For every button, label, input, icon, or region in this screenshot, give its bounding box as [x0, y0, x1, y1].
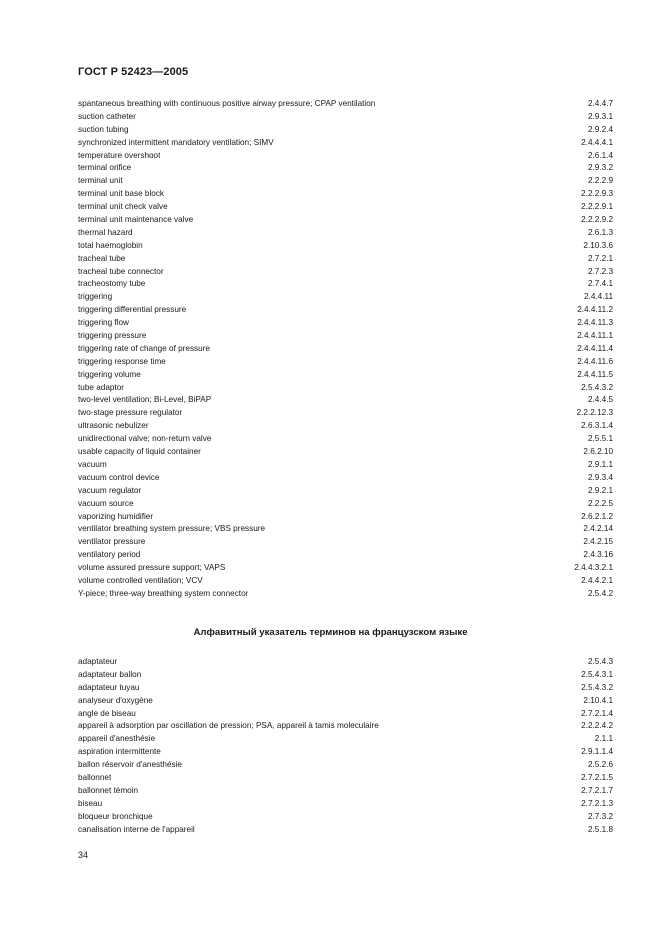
- index-entry: [78, 394, 613, 407]
- index-entry: [78, 420, 613, 433]
- index-entry: [78, 227, 613, 240]
- index-entry: [78, 111, 613, 124]
- index-entry: [78, 304, 613, 317]
- index-reference-number: 2.9.3.1: [587, 111, 613, 121]
- index-entry: [78, 759, 613, 772]
- index-reference-number: 2.10.4.1: [583, 695, 613, 705]
- index-entry: [78, 369, 613, 382]
- index-term: triggering rate of change of pressure: [78, 343, 210, 353]
- index-entry: [78, 549, 613, 562]
- index-entry: [78, 162, 613, 175]
- index-entry: [78, 682, 613, 695]
- index-entry: [78, 98, 613, 111]
- index-entry: [78, 536, 613, 549]
- index-term: terminal unit check valve: [78, 202, 168, 212]
- index-reference-number: 2.9.2.4: [587, 124, 613, 134]
- index-entry: [78, 240, 613, 253]
- french-term-index: [78, 656, 613, 836]
- index-entry: [78, 811, 613, 824]
- index-term: biseau: [78, 798, 103, 808]
- index-term: aspiration intermittente: [78, 747, 161, 757]
- index-reference-number: 2.4.4.4.1: [581, 137, 613, 147]
- index-entry: [78, 291, 613, 304]
- index-term: two-level ventilation; Bi-Level, BiPAP: [78, 395, 212, 405]
- index-term: adaptateur: [78, 657, 118, 666]
- index-term: canalisation interne de l'appareil: [78, 824, 195, 834]
- index-term: thermal hazard: [78, 227, 133, 237]
- index-entry: [78, 472, 613, 485]
- index-reference-number: 2.6.2.1.2: [581, 511, 613, 521]
- french-index-heading: Алфавитный указатель терминов на французском языке: [193, 627, 468, 638]
- index-term: vaporizing humidifier: [78, 511, 154, 521]
- index-entry: [78, 201, 613, 214]
- index-entry: [78, 798, 613, 811]
- index-entry: [78, 523, 613, 536]
- index-reference-number: 2.5.2.6: [587, 760, 613, 770]
- index-term: ventilator breathing system pressure; VBS pressure: [78, 524, 266, 534]
- index-entry: [78, 656, 613, 669]
- index-entry: [78, 253, 613, 266]
- index-entry: [78, 317, 613, 330]
- index-term: ventilator pressure: [78, 537, 146, 547]
- index-term: ballon réservoir d'anesthésie: [78, 760, 182, 770]
- index-entry: [78, 150, 613, 163]
- index-reference-number: 2.7.2.1.4: [581, 708, 613, 718]
- index-reference-number: 2.5.4.3: [587, 657, 613, 666]
- index-term: triggering flow: [78, 318, 129, 328]
- index-reference-number: 2.2.2.9.3: [581, 189, 613, 199]
- index-term: spantaneous breathing with continuous positive airway pressure; CPAP ventilation: [78, 99, 376, 108]
- index-entry: [78, 356, 613, 369]
- index-reference-number: 2.7.2.3: [587, 266, 613, 276]
- index-reference-number: 2.6.1.3: [587, 227, 613, 237]
- index-term: tube adaptor: [78, 382, 124, 392]
- index-entry: [78, 562, 613, 575]
- index-entry: [78, 575, 613, 588]
- index-reference-number: 2.2.2.12.3: [576, 408, 613, 418]
- index-entry: [78, 511, 613, 524]
- index-entry: [78, 695, 613, 708]
- index-reference-number: 2.4.4.11.6: [577, 356, 613, 366]
- index-term: adaptateur ballon: [78, 669, 142, 679]
- index-term: volume assured pressure support; VAPS: [78, 563, 226, 573]
- index-reference-number: 2.5.1.8: [587, 824, 613, 834]
- index-term: analyseur d'oxygène: [78, 695, 153, 705]
- index-term: tracheal tube: [78, 253, 126, 263]
- index-term: ballonnet: [78, 773, 112, 783]
- index-term: Y-piece; three-way breathing system connector: [78, 588, 249, 598]
- index-term: terminal unit base block: [78, 189, 165, 199]
- index-reference-number: 2.9.3.2: [587, 163, 613, 173]
- index-entry: [78, 772, 613, 785]
- index-reference-number: 2.6.3.1.4: [581, 421, 613, 431]
- index-reference-number: 2.4.4.11: [584, 292, 613, 302]
- index-reference-number: 2.5.4.2: [587, 588, 613, 598]
- index-term: terminal unit: [78, 176, 123, 186]
- index-term: volume controlled ventilation; VCV: [78, 575, 203, 585]
- index-entry: [78, 124, 613, 137]
- index-term: triggering: [78, 292, 113, 302]
- index-entry: [78, 459, 613, 472]
- index-term: appareil d'anesthésie: [78, 734, 156, 744]
- index-term: two-stage pressure regulator: [78, 408, 183, 418]
- index-reference-number: 2.4.4.11.4: [577, 343, 613, 353]
- index-entry: [78, 407, 613, 420]
- index-term: ultrasonic nebulizer: [78, 421, 149, 431]
- index-entry: [78, 446, 613, 459]
- index-reference-number: 2.4.4.11.2: [577, 305, 613, 315]
- index-reference-number: 2.2.2.9: [587, 176, 613, 186]
- index-reference-number: 2.9.2.1: [587, 485, 613, 495]
- document-header: ГОСТ Р 52423—2005: [78, 66, 189, 78]
- index-term: temperature overshoot: [78, 150, 161, 160]
- index-term: triggering volume: [78, 369, 141, 379]
- index-reference-number: 2.4.2.14: [583, 524, 613, 534]
- index-entry: [78, 433, 613, 446]
- index-term: terminal unit maintenance valve: [78, 215, 194, 225]
- index-term: triggering differential pressure: [78, 305, 187, 315]
- index-reference-number: 2.5.4.3.2: [581, 382, 613, 392]
- index-reference-number: 2.5.4.3.1: [581, 669, 613, 679]
- index-entry: [78, 137, 613, 150]
- index-term: tracheal tube connector: [78, 266, 164, 276]
- index-term: triggering response time: [78, 356, 166, 366]
- index-reference-number: 2.2.2.5: [587, 498, 613, 508]
- index-reference-number: 2.1.1: [594, 734, 613, 744]
- index-entry: [78, 498, 613, 511]
- index-reference-number: 2.6.1.4: [587, 150, 613, 160]
- index-entry: [78, 824, 613, 837]
- index-term: unidirectional valve; non-return valve: [78, 434, 212, 444]
- index-reference-number: 2.2.2.9.2: [581, 215, 613, 225]
- index-reference-number: 2.7.4.1: [587, 279, 613, 289]
- index-entry: [78, 382, 613, 395]
- index-entry: [78, 188, 613, 201]
- index-entry: [78, 175, 613, 188]
- index-term: bloqueur bronchique: [78, 811, 153, 821]
- index-reference-number: 2.6.2.10: [583, 447, 613, 457]
- index-entry: [78, 266, 613, 279]
- index-entry: [78, 278, 613, 291]
- index-term: synchronized intermittent mandatory ventilation; SIMV: [78, 137, 274, 147]
- index-entry: [78, 588, 613, 601]
- index-reference-number: 2.4.4.11.1: [577, 331, 613, 341]
- index-reference-number: 2.4.4.11.5: [577, 369, 613, 379]
- index-reference-number: 2.2.2.4.2: [581, 721, 613, 731]
- index-term: total haemoglobin: [78, 240, 143, 250]
- index-term: terminal orifice: [78, 163, 132, 173]
- index-reference-number: 2.7.2.1.5: [581, 773, 613, 783]
- index-term: vacuum regulator: [78, 485, 142, 495]
- index-term: adaptateur tuyau: [78, 682, 140, 692]
- index-reference-number: 2.9.1.1: [587, 459, 613, 469]
- index-term: vacuum control device: [78, 472, 160, 482]
- page-number: 34: [78, 850, 89, 860]
- index-term: vacuum source: [78, 498, 134, 508]
- index-term: appareil à adsorption par oscillation de pression; PSA, appareil à tamis moleculaire: [78, 721, 379, 731]
- index-term: vacuum: [78, 459, 107, 469]
- index-entry: [78, 746, 613, 759]
- index-reference-number: 2.7.3.2: [587, 811, 613, 821]
- index-reference-number: 2.7.2.1: [587, 253, 613, 263]
- index-reference-number: 2.5.4.3.2: [581, 682, 613, 692]
- index-reference-number: 2.4.2.15: [583, 537, 613, 547]
- index-entry: [78, 330, 613, 343]
- index-reference-number: 2.4.4.5: [587, 395, 613, 405]
- index-term: ventilatory period: [78, 550, 141, 560]
- index-reference-number: 2.4.4.7: [587, 99, 613, 108]
- index-reference-number: 2.4.4.3.2.1: [574, 563, 613, 573]
- english-term-index: [78, 98, 613, 601]
- index-reference-number: 2.9.1.1.4: [581, 747, 613, 757]
- index-entry: [78, 485, 613, 498]
- index-term: suction tubing: [78, 124, 129, 134]
- index-reference-number: 2.9.3.4: [587, 472, 613, 482]
- index-term: ballonnet témoin: [78, 785, 139, 795]
- index-entry: [78, 708, 613, 721]
- index-reference-number: 2.7.2.1.7: [581, 785, 613, 795]
- index-term: usable capacity of liquid container: [78, 447, 201, 457]
- index-reference-number: 2.4.3.16: [583, 550, 613, 560]
- index-entry: [78, 720, 613, 733]
- index-entry: [78, 785, 613, 798]
- index-reference-number: 2.5.5.1: [587, 434, 613, 444]
- index-reference-number: 2.4.4.2.1: [581, 575, 613, 585]
- index-entry: [78, 214, 613, 227]
- index-term: triggering pressure: [78, 331, 147, 341]
- index-term: tracheostomy tube: [78, 279, 146, 289]
- index-reference-number: 2.10.3.6: [583, 240, 613, 250]
- index-term: angle de biseau: [78, 708, 136, 718]
- index-reference-number: 2.2.2.9.1: [581, 202, 613, 212]
- index-reference-number: 2.7.2.1.3: [581, 798, 613, 808]
- index-entry: [78, 669, 613, 682]
- index-reference-number: 2.4.4.11.3: [577, 318, 613, 328]
- index-term: suction catheter: [78, 111, 136, 121]
- index-entry: [78, 343, 613, 356]
- index-entry: [78, 733, 613, 746]
